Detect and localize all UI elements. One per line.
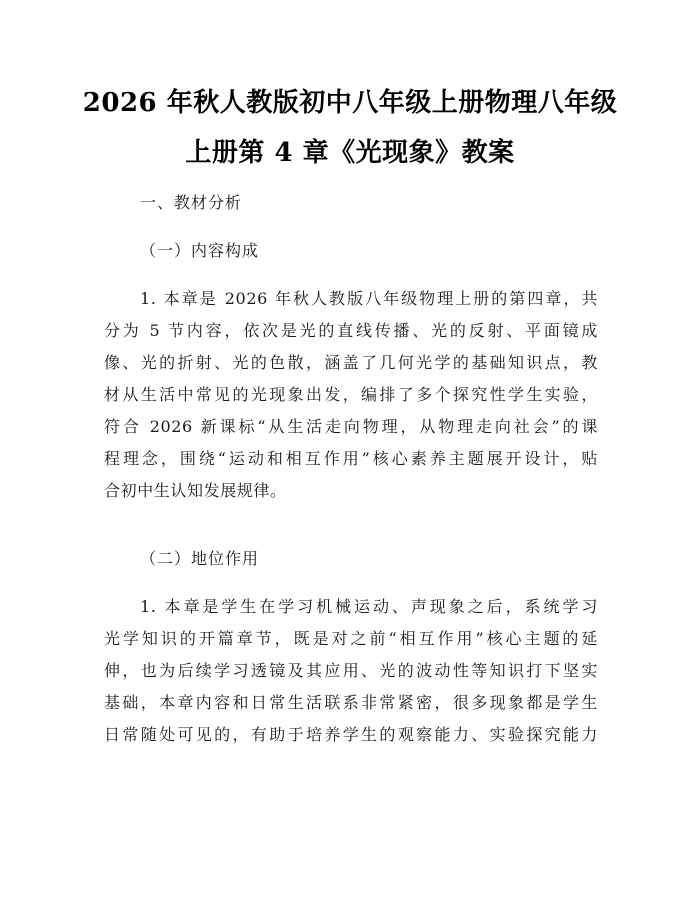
paragraph-line: 日常随处可见的，有助于培养学生的观察能力、实验探究能力	[104, 725, 598, 744]
paragraph-line: 光学知识的开篇章节，既是对之前“相互作用”核心主题的延	[104, 629, 598, 648]
paragraph-line: 伸，也为后续学习透镜及其应用、光的波动性等知识打下坚实	[104, 661, 598, 680]
document-title-line-2: 上册第 4 章《光现象》教案	[185, 138, 515, 168]
paragraph-line: 基础，本章内容和日常生活联系非常紧密，很多现象都是学生	[104, 693, 598, 712]
paragraph-line: 材从生活中常见的光现象出发，编排了多个探究性学生实验，	[104, 385, 598, 404]
paragraph-position-role	[104, 591, 598, 751]
paragraph-line: 像、光的折射、光的色散，涵盖了几何光学的基础知识点，教	[104, 353, 598, 372]
document-title-line-1: 2026 年秋人教版初中八年级上册物理八年级	[82, 88, 618, 118]
paragraph-line: 符合 2026 新课标“从生活走向物理，从物理走向社会”的课	[104, 417, 598, 436]
paragraph-line: 合初中生认知发展规律。	[104, 481, 287, 500]
subsection-heading-content: （一）内容构成	[140, 241, 260, 260]
paragraph-line: 程理念，围绕“运动和相互作用”核心素养主题展开设计，贴	[104, 449, 598, 468]
paragraph-line: 1. 本章是学生在学习机械运动、声现象之后，系统学习	[140, 597, 598, 616]
paragraph-content-composition	[104, 283, 598, 507]
paragraph-line: 分为 5 节内容，依次是光的直线传播、光的反射、平面镜成	[104, 321, 598, 340]
subsection-heading-role: （二）地位作用	[140, 549, 260, 568]
section-heading-textbook-analysis: 一、教材分析	[140, 193, 243, 212]
paragraph-line: 1. 本章是 2026 年秋人教版八年级物理上册的第四章，共	[140, 289, 598, 308]
